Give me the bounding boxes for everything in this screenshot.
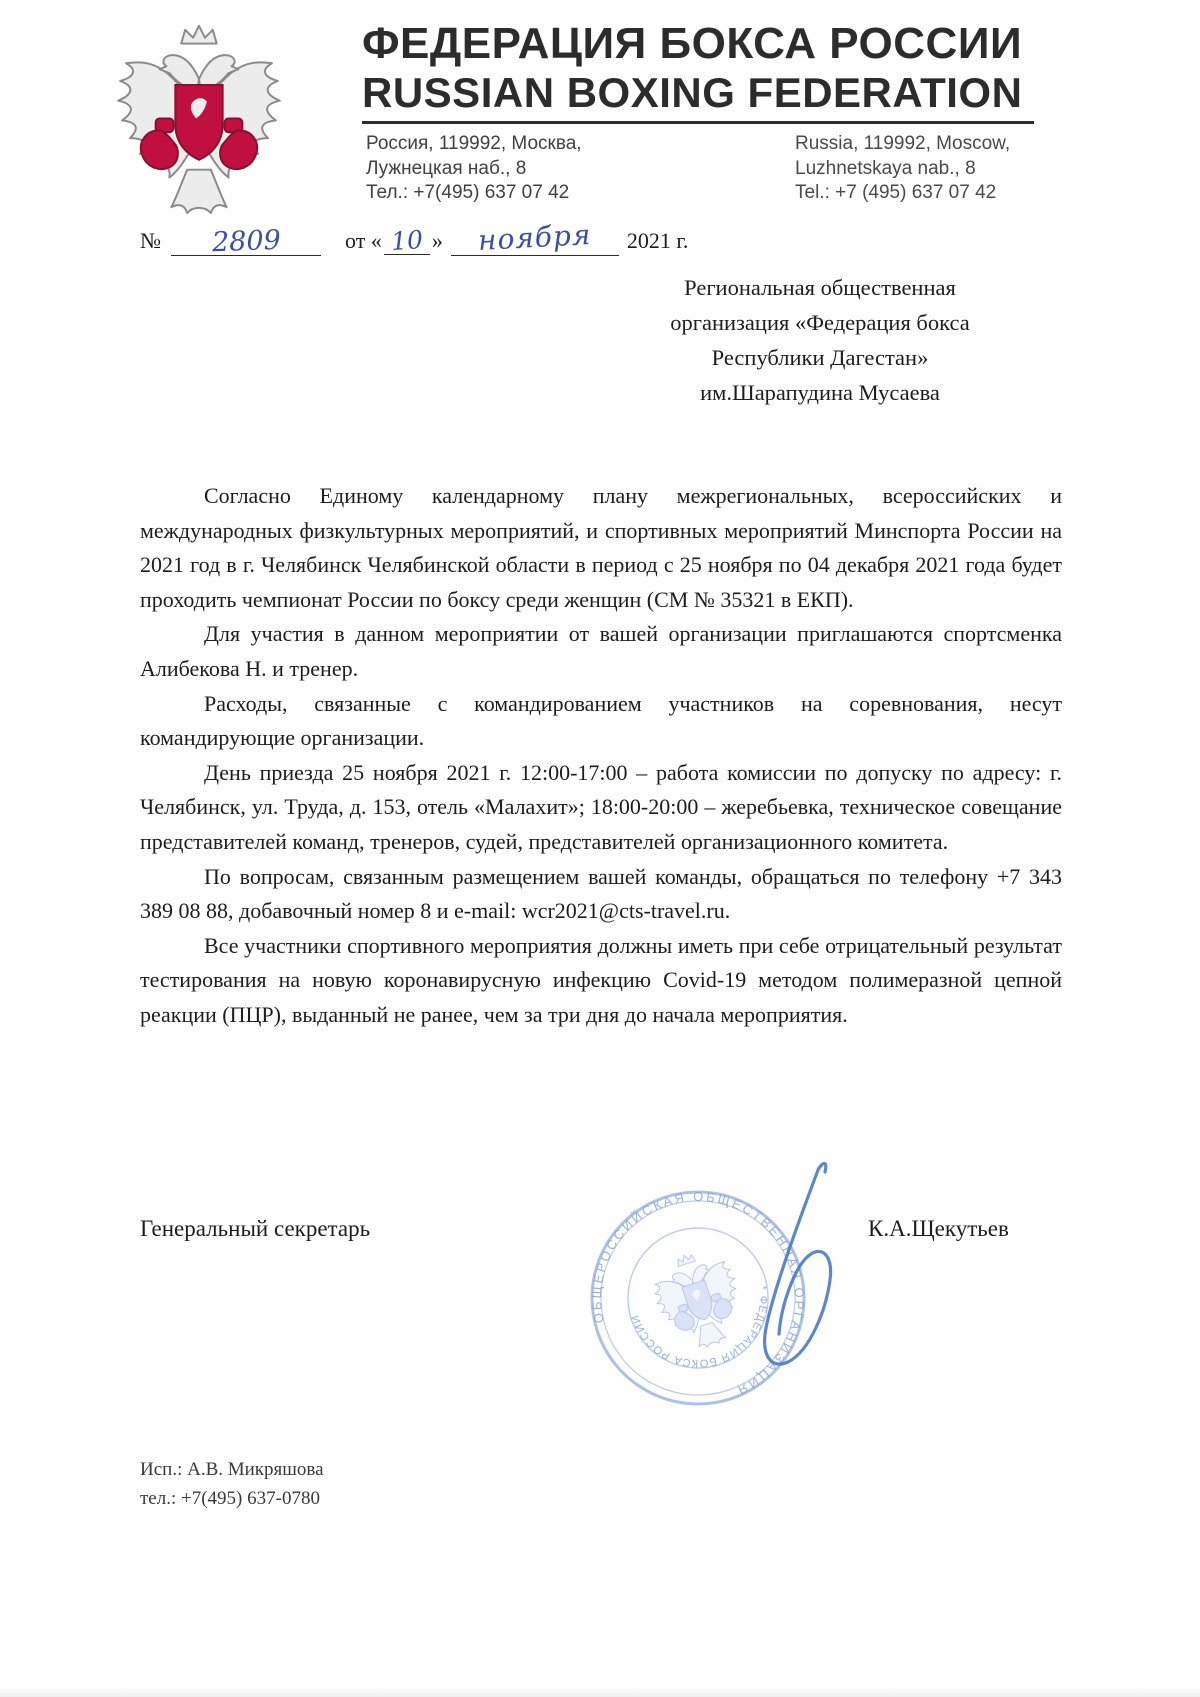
recipient-block — [600, 270, 1040, 410]
address-block-russian — [366, 132, 582, 206]
address-ru-line: Россия, 119992, Москва, — [366, 133, 582, 154]
reference-line — [140, 218, 689, 259]
executor-name: Исп.: А.В. Микряшова — [140, 1459, 324, 1480]
paragraph-accommodation-contacts: По вопросам, связанным размещением вашей команды, обращаться по телефону +7 343 389 08 88, добавочный номер 8 и e-mail: wcr2021@cts-travel.ru. — [140, 863, 1062, 924]
letterhead-titles — [362, 18, 1040, 118]
paragraph-expenses: Расходы, связанные с командированием участников на соревнования, несут командирующие организации. — [140, 690, 1062, 751]
address-en-line: Russia, 119992, Moscow, — [795, 133, 1011, 154]
header-divider — [362, 121, 1034, 124]
seal-bottom-text: * ФЕДЕРАЦИЯ БОКСА РОССИИ — [629, 1285, 770, 1370]
scan-edge-shadow — [0, 1687, 1200, 1697]
handwritten-month: ноября — [477, 218, 593, 257]
day-field — [384, 225, 430, 255]
year-text: 2021 г. — [626, 228, 689, 253]
recipient-line: организация «Федерация бокса — [670, 310, 970, 335]
from-label: от « — [345, 228, 382, 253]
executor-block — [140, 1455, 324, 1513]
recipient-line: Республики Дагестан» — [711, 345, 929, 370]
letter-body — [140, 479, 1062, 1033]
round-stamp — [568, 1161, 835, 1436]
month-field — [451, 218, 619, 257]
coat-of-arms-eagle-icon — [110, 14, 288, 216]
official-seal-and-signature — [568, 1158, 898, 1448]
paragraph-ecp-announcement: Согласно Единому календарному плану межрегиональных, всероссийских и международных физкультурных мероприятий, и спортивных мероприятий Минспорта России на 2021 год в г. Челябинск Челябинской области в период с 25 ноября по 04 декабря 2021 года будет проходить чемпионат России по боксу среди женщин (СМ № 35321 в ЕКП). — [140, 483, 1062, 612]
address-en-line: Tel.: +7 (495) 637 07 42 — [795, 182, 997, 203]
address-en-line: Luzhnetskaya nab., 8 — [795, 157, 976, 179]
org-title-ru: ФЕДЕРАЦИЯ БОКСА РОССИИ — [362, 19, 1023, 68]
seal-ring-text: ОБЩЕРОССИЙСКАЯ ОБЩЕСТВЕННАЯ ОРГАНИЗАЦИЯ — [588, 1188, 808, 1399]
number-field — [171, 224, 321, 259]
paragraph-covid-requirements: Все участники спортивного мероприятия должны иметь при себе отрицательный результат тестирования на новую коронавирусную инфекцию Covid-19 методом полимеразной цепной реакции (ПЦР), выданный не ранее, чем за три дня до начала мероприятия. — [140, 932, 1062, 1027]
closing-quote: » — [431, 228, 443, 253]
signer-position-title: Генеральный секретарь — [140, 1216, 371, 1241]
address-ru-line: Тел.: +7(495) 637 07 42 — [366, 182, 570, 203]
address-block-english — [795, 132, 1010, 206]
paragraph-invitation: Для участия в данном мероприятии от вашей организации приглашаются спортсменка Алибекова Н. и тренер. — [140, 621, 1062, 681]
handwritten-number: 2809 — [211, 224, 281, 259]
address-ru-line: Лужнецкая наб., 8 — [366, 157, 527, 179]
org-title-en: RUSSIAN BOXING FEDERATION — [362, 69, 1023, 117]
seal-eagle-icon — [645, 1243, 752, 1358]
executor-phone: тел.: +7(495) 637-0780 — [140, 1488, 320, 1509]
signer-name: К.А.Щекутьев — [868, 1216, 1009, 1241]
recipient-line: им.Шарапудина Мусаева — [700, 380, 940, 405]
number-label: № — [140, 228, 161, 253]
recipient-line: Региональная общественная — [684, 275, 956, 300]
handwritten-day: 10 — [390, 224, 424, 257]
paragraph-arrival-day: День приезда 25 ноября 2021 г. 12:00-17:00 – работа комиссии по допуску по адресу: г. Челябинск, ул. Труда, д. 153, отель «Малахит»; 18:00-20:00 – жеребьевка, техническое совещание представителей команд, тренеров, судей, представителей организационного комитета. — [140, 759, 1062, 854]
